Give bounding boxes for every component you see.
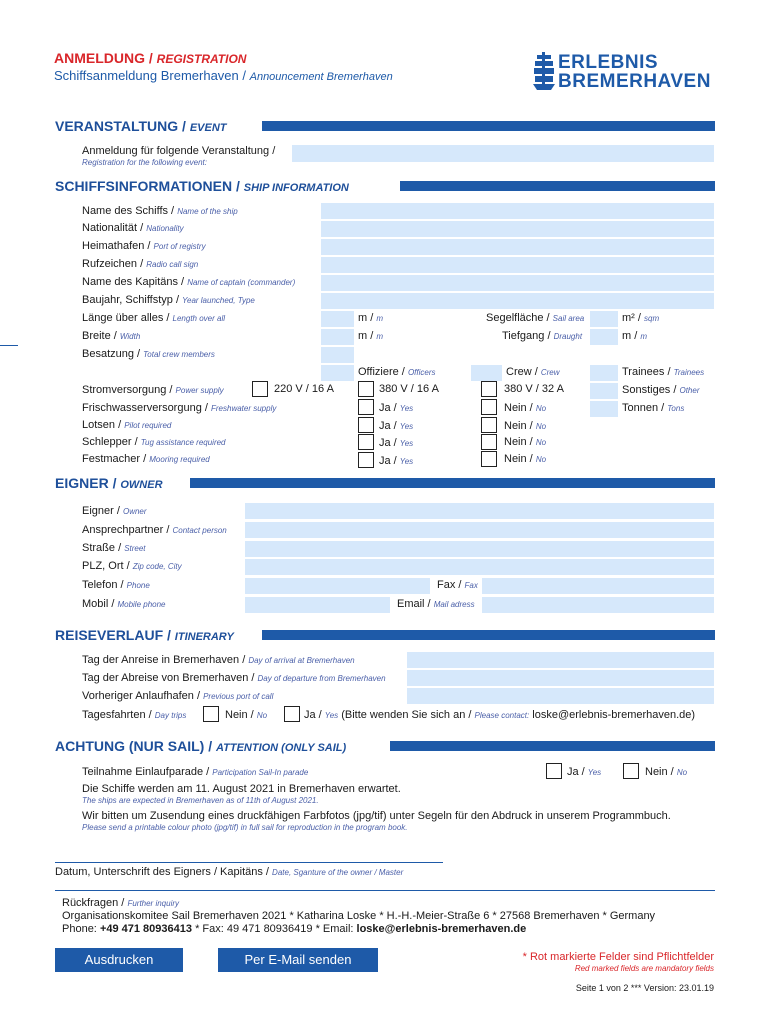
- tons-label: [622, 402, 684, 414]
- water-no-checkbox[interactable]: [481, 399, 497, 415]
- mooring-label: [82, 453, 210, 465]
- inquiry-de: Rückfragen /: [62, 897, 125, 909]
- section-owner-de: EIGNER /: [55, 475, 117, 491]
- other-en: Other: [679, 386, 700, 395]
- owner-field[interactable]: [245, 503, 714, 519]
- section-attention-en: ATTENTION (ONLY SAIL): [216, 742, 347, 754]
- tug-de: Schlepper /: [82, 436, 138, 448]
- departure-field[interactable]: [407, 670, 714, 686]
- daytrips-yes-label: [304, 709, 695, 721]
- event-field[interactable]: [292, 145, 714, 162]
- email-en: Mail adress: [433, 600, 475, 609]
- daytrips-yes-de: Ja /: [304, 709, 322, 721]
- owner-label: [82, 505, 147, 517]
- tug-en: Tug assistance required: [140, 438, 226, 447]
- mooring-yes-label: [379, 455, 413, 467]
- pilot-yes-checkbox[interactable]: [358, 417, 374, 433]
- street-de: Straße /: [82, 542, 122, 554]
- width-label: [82, 330, 140, 342]
- departure-en: Day of departure from Bremerhaven: [257, 674, 386, 683]
- draught-field[interactable]: [590, 329, 618, 345]
- section-event-de: VERANSTALTUNG /: [55, 118, 186, 134]
- section-attention-bar: [390, 741, 715, 751]
- captain-en: Name of captain (commander): [187, 278, 296, 287]
- pilot-no-de: Nein /: [504, 420, 533, 432]
- fax-part: * Fax: 49 471 80936419 * Email:: [195, 923, 354, 935]
- sail-area-de: Segelfläche /: [486, 312, 550, 324]
- water-yes-label: [379, 402, 413, 414]
- photo-note-en: Please send a printable colour photo (jpg/tif) in full sail for reproduction in the program book.: [82, 823, 408, 832]
- tug-no-de: Nein /: [504, 436, 533, 448]
- owner-de: Eigner /: [82, 505, 120, 517]
- other-field[interactable]: [590, 383, 618, 399]
- section-itinerary-title: [55, 627, 234, 643]
- mooring-yes-checkbox[interactable]: [358, 452, 374, 468]
- parade-no-en: No: [676, 768, 688, 777]
- other-label: [622, 384, 700, 396]
- power-en: Power supply: [175, 386, 224, 395]
- mooring-no-en: No: [535, 455, 547, 464]
- section-ship-de: SCHIFFSINFORMATIONEN /: [55, 178, 240, 194]
- officers-en: Officers: [407, 368, 436, 377]
- pilot-no-checkbox[interactable]: [481, 417, 497, 433]
- power-220-label: 220 V / 16 A: [274, 383, 334, 395]
- signature-en: Date, Sganture of the owner / Master: [272, 868, 404, 877]
- phone-de: Telefon /: [82, 579, 124, 591]
- section-ship-title: [55, 178, 349, 194]
- page-info: Seite 1 von 2 *** Version: 23.01.19: [575, 983, 714, 993]
- trainees-en: Trainees: [673, 368, 705, 377]
- captain-de: Name des Kapitäns /: [82, 276, 185, 288]
- logo-line1: ERLEBNIS: [558, 52, 659, 73]
- width-unit-de: m /: [358, 330, 374, 342]
- form-title-en: REGISTRATION: [156, 52, 247, 66]
- fax-label: [437, 579, 478, 591]
- prev-port-de: Vorheriger Anlaufhafen /: [82, 690, 201, 702]
- water-no-en: No: [535, 404, 547, 413]
- trainees-label: [622, 366, 704, 378]
- power-220-checkbox[interactable]: [252, 381, 268, 397]
- ship-logo-icon: [533, 52, 555, 92]
- owner-en: Owner: [122, 507, 147, 516]
- year-type-en: Year launched, Type: [182, 296, 255, 305]
- captain-field[interactable]: [321, 275, 714, 291]
- ship-name-field[interactable]: [321, 203, 714, 219]
- sail-area-label: [486, 312, 584, 324]
- city-de: PLZ, Ort /: [82, 560, 130, 572]
- crew-de: Crew /: [506, 366, 538, 378]
- water-de: Frischwasserversorgung /: [82, 402, 208, 414]
- inquiry-label: [62, 897, 179, 909]
- crew-total-en: Total crew members: [143, 350, 215, 359]
- water-yes-en: Yes: [399, 404, 414, 413]
- section-owner-en: OWNER: [120, 479, 163, 491]
- draught-unit-en: m: [640, 332, 648, 341]
- tug-yes-checkbox[interactable]: [358, 434, 374, 450]
- parade-en: Participation Sail-In parade: [212, 768, 309, 777]
- sqm-en: sqm: [644, 314, 660, 323]
- officers-field[interactable]: [321, 365, 354, 381]
- nationality-field[interactable]: [321, 221, 714, 237]
- event-label: Anmeldung für folgende Veranstaltung /: [82, 145, 276, 157]
- mobile-en: Mobile phone: [117, 600, 166, 609]
- mooring-no-checkbox[interactable]: [481, 451, 497, 467]
- port-de: Heimathafen /: [82, 240, 151, 252]
- width-unit: [358, 330, 383, 342]
- city-en: Zip code, City: [132, 562, 182, 571]
- power-380-32-checkbox[interactable]: [481, 381, 497, 397]
- contact-note-en: Please contact:: [474, 711, 530, 720]
- mobile-field[interactable]: [245, 597, 390, 613]
- email-address: loske@erlebnis-bremerhaven.de: [356, 923, 527, 935]
- street-en: Street: [124, 544, 146, 553]
- phone-en: Phone: [126, 581, 150, 590]
- length-de: Länge über alles /: [82, 312, 170, 324]
- pilot-yes-de: Ja /: [379, 420, 397, 432]
- length-unit-en: m: [376, 314, 384, 323]
- callsign-de: Rufzeichen /: [82, 258, 144, 270]
- port-field[interactable]: [321, 239, 714, 255]
- pilot-en: Pilot required: [124, 421, 172, 430]
- email-de: Email /: [397, 598, 431, 610]
- prev-port-label: [82, 690, 273, 702]
- callsign-label: [82, 258, 198, 270]
- parade-de: Teilnahme Einlaufparade /: [82, 766, 210, 778]
- signature-de: Datum, Unterschrift des Eigners / Kapitäns /: [55, 866, 269, 878]
- crew-field[interactable]: [471, 365, 502, 381]
- section-owner-title: [55, 475, 163, 491]
- callsign-en: Radio call sign: [146, 260, 199, 269]
- year-type-field[interactable]: [321, 293, 714, 309]
- length-en: Length over all: [172, 314, 225, 323]
- departure-de: Tag der Abreise von Bremerhaven /: [82, 672, 255, 684]
- section-itinerary-bar: [262, 630, 715, 640]
- section-itinerary-de: REISEVERLAUF /: [55, 627, 171, 643]
- power-de: Stromversorgung /: [82, 384, 173, 396]
- fax-en: Fax: [464, 581, 478, 590]
- parade-label: [82, 766, 308, 778]
- email-label: [397, 598, 475, 610]
- form-subtitle: [54, 68, 393, 83]
- water-yes-de: Ja /: [379, 402, 397, 414]
- tug-no-en: No: [535, 438, 547, 447]
- tug-yes-en: Yes: [399, 439, 414, 448]
- power-380-16-label: 380 V / 16 A: [379, 383, 439, 395]
- sqm-unit: [622, 312, 659, 324]
- parade-yes-en: Yes: [587, 768, 602, 777]
- form-title: [54, 50, 246, 66]
- section-owner-bar: [190, 478, 715, 488]
- daytrips-no-en: No: [256, 711, 268, 720]
- width-en: Width: [119, 332, 141, 341]
- callsign-field[interactable]: [321, 257, 714, 273]
- daytrips-no-checkbox[interactable]: [203, 706, 219, 722]
- form-subtitle-de: Schiffsanmeldung Bremerhaven /: [54, 68, 246, 83]
- pilot-yes-label: [379, 420, 413, 432]
- daytrips-label: [82, 709, 186, 721]
- photo-note: Wir bitten um Zusendung eines druckfähigen Farbfotos (jpg/tif) unter Segeln für den Abdruck in unserem Programmbuch.: [82, 810, 671, 822]
- port-label: [82, 240, 206, 252]
- arrival-en: Day of arrival at Bremerhaven: [248, 656, 355, 665]
- nationality-de: Nationalität /: [82, 222, 144, 234]
- mooring-yes-de: Ja /: [379, 455, 397, 467]
- water-no-de: Nein /: [504, 402, 533, 414]
- tons-de: Tonnen /: [622, 402, 665, 414]
- trainees-field[interactable]: [590, 365, 618, 381]
- crew-label: [506, 366, 560, 378]
- contact-en: Contact person: [172, 526, 227, 535]
- water-label: [82, 402, 276, 414]
- mooring-yes-en: Yes: [399, 457, 414, 466]
- departure-label: [82, 672, 386, 684]
- length-unit: [358, 312, 383, 324]
- tons-en: Tons: [667, 404, 685, 413]
- daytrips-en: Day trips: [154, 711, 187, 720]
- contact-line: [62, 923, 526, 935]
- contact-mail: loske@erlebnis-bremerhaven.de): [532, 709, 696, 721]
- year-type-label: [82, 294, 255, 306]
- org-line: Organisationskomitee Sail Bremerhaven 2021 * Katharina Loske * H.-H.-Meier-Straße 6 * 27568 Bremerhaven * Germany: [62, 910, 656, 922]
- section-ship-en: SHIP INFORMATION: [243, 182, 349, 194]
- length-field[interactable]: [321, 311, 354, 327]
- parade-no-checkbox[interactable]: [623, 763, 639, 779]
- length-label: [82, 312, 225, 324]
- arrival-field[interactable]: [407, 652, 714, 668]
- daytrips-yes-en: Yes: [324, 711, 339, 720]
- email-send-button[interactable]: Per E-Mail senden: [218, 948, 378, 972]
- fax-de: Fax /: [437, 579, 462, 591]
- expected-note: Die Schiffe werden am 11. August 2021 in Bremerhaven erwartet.: [82, 783, 401, 795]
- tug-no-checkbox[interactable]: [481, 434, 497, 450]
- captain-label: [82, 276, 295, 288]
- section-ship-bar: [400, 181, 715, 191]
- officers-de: Offiziere /: [358, 366, 405, 378]
- phone-field[interactable]: [245, 578, 430, 594]
- pilot-de: Lotsen /: [82, 419, 122, 431]
- section-event-title: [55, 118, 227, 134]
- ship-name-de: Name des Schiffs /: [82, 205, 175, 217]
- crew-total-field[interactable]: [321, 347, 354, 363]
- crew-en: Crew: [540, 368, 560, 377]
- fax-field[interactable]: [482, 578, 714, 594]
- width-unit-en: m: [376, 332, 384, 341]
- required-note: * Rot markierte Felder sind Pflichtfelder: [522, 951, 714, 963]
- crew-total-label: [82, 348, 215, 360]
- signature-line: [55, 862, 443, 863]
- tug-yes-label: [379, 437, 413, 449]
- form-subtitle-en: Announcement Bremerhaven: [249, 71, 393, 83]
- width-field[interactable]: [321, 329, 354, 345]
- pilot-no-label: [504, 420, 546, 432]
- water-yes-checkbox[interactable]: [358, 399, 374, 415]
- daytrips-no-de: Nein /: [225, 709, 254, 721]
- parade-no-de: Nein /: [645, 766, 674, 778]
- margin-marker: [0, 345, 18, 346]
- nationality-label: [82, 222, 184, 234]
- year-type-de: Baujahr, Schiffstyp /: [82, 294, 180, 306]
- pilot-no-en: No: [535, 422, 547, 431]
- officers-label: [358, 366, 436, 378]
- street-label: [82, 542, 146, 554]
- email-field[interactable]: [482, 597, 714, 613]
- mobile-label: [82, 598, 166, 610]
- print-button[interactable]: Ausdrucken: [55, 948, 183, 972]
- phone-label: [82, 579, 150, 591]
- mobile-de: Mobil /: [82, 598, 115, 610]
- draught-label: [502, 330, 582, 342]
- crew-total-de: Besatzung /: [82, 348, 141, 360]
- nationality-en: Nationality: [146, 224, 184, 233]
- phone-number: +49 471 80936413: [99, 923, 193, 935]
- prev-port-field[interactable]: [407, 688, 714, 704]
- draught-unit-de: m /: [622, 330, 638, 342]
- tug-label: [82, 436, 226, 448]
- parade-no-label: [645, 766, 687, 778]
- power-label: [82, 384, 224, 396]
- city-label: [82, 560, 182, 572]
- form-title-de: ANMELDUNG /: [54, 50, 153, 66]
- tons-field[interactable]: [590, 401, 618, 417]
- contact-field[interactable]: [245, 522, 714, 538]
- footer-divider: [55, 890, 715, 891]
- section-event-en: EVENT: [189, 122, 227, 134]
- draught-de: Tiefgang /: [502, 330, 551, 342]
- draught-en: Draught: [553, 332, 583, 341]
- section-itinerary-en: ITINERARY: [174, 631, 234, 643]
- parade-yes-de: Ja /: [567, 766, 585, 778]
- arrival-label: [82, 654, 355, 666]
- event-label-en: Registration for the following event:: [82, 158, 207, 167]
- mooring-en: Mooring required: [149, 455, 210, 464]
- ship-name-label: [82, 205, 238, 217]
- port-en: Port of registry: [153, 242, 206, 251]
- section-attention-title: [55, 738, 346, 754]
- power-380-32-label: 380 V / 32 A: [504, 383, 564, 395]
- power-380-16-checkbox[interactable]: [358, 381, 374, 397]
- daytrips-no-label: [225, 709, 267, 721]
- ship-name-en: Name of the ship: [177, 207, 238, 216]
- sail-area-field[interactable]: [590, 311, 618, 327]
- contact-label: [82, 524, 227, 536]
- section-event-bar: [262, 121, 715, 131]
- pilot-yes-en: Yes: [399, 422, 414, 431]
- length-unit-de: m /: [358, 312, 374, 324]
- logo: [533, 52, 723, 92]
- sqm-de: m² /: [622, 312, 641, 324]
- mooring-no-de: Nein /: [504, 453, 533, 465]
- prev-port-en: Previous port of call: [203, 692, 274, 701]
- city-field[interactable]: [245, 559, 714, 575]
- section-attention-de: ACHTUNG (NUR SAIL) /: [55, 738, 213, 754]
- contact-note-de: (Bitte wenden Sie sich an /: [341, 709, 472, 721]
- daytrips-de: Tagesfahrten /: [82, 709, 152, 721]
- parade-yes-checkbox[interactable]: [546, 763, 562, 779]
- width-de: Breite /: [82, 330, 117, 342]
- water-en: Freshwater supply: [211, 404, 277, 413]
- contact-de: Ansprechpartner /: [82, 524, 170, 536]
- required-note-en: Red marked fields are mandatory fields: [574, 964, 714, 973]
- arrival-de: Tag der Anreise in Bremerhaven /: [82, 654, 246, 666]
- daytrips-yes-checkbox[interactable]: [284, 706, 300, 722]
- mooring-de: Festmacher /: [82, 453, 147, 465]
- signature-label: [55, 866, 403, 878]
- expected-note-en: The ships are expected in Bremerhaven as of 11th of August 2021.: [82, 796, 319, 805]
- phone-label-footer: Phone:: [62, 923, 97, 935]
- other-de: Sonstiges /: [622, 384, 677, 396]
- parade-yes-label: [567, 766, 601, 778]
- pilot-label: [82, 419, 171, 431]
- trainees-de: Trainees /: [622, 366, 671, 378]
- mooring-no-label: [504, 453, 546, 465]
- water-no-label: [504, 402, 546, 414]
- tug-no-label: [504, 436, 546, 448]
- inquiry-en: Further inquiry: [127, 899, 180, 908]
- draught-unit: [622, 330, 647, 342]
- street-field[interactable]: [245, 541, 714, 557]
- sail-area-en: Sail area: [552, 314, 585, 323]
- tug-yes-de: Ja /: [379, 437, 397, 449]
- logo-line2: BREMERHAVEN: [558, 71, 711, 92]
